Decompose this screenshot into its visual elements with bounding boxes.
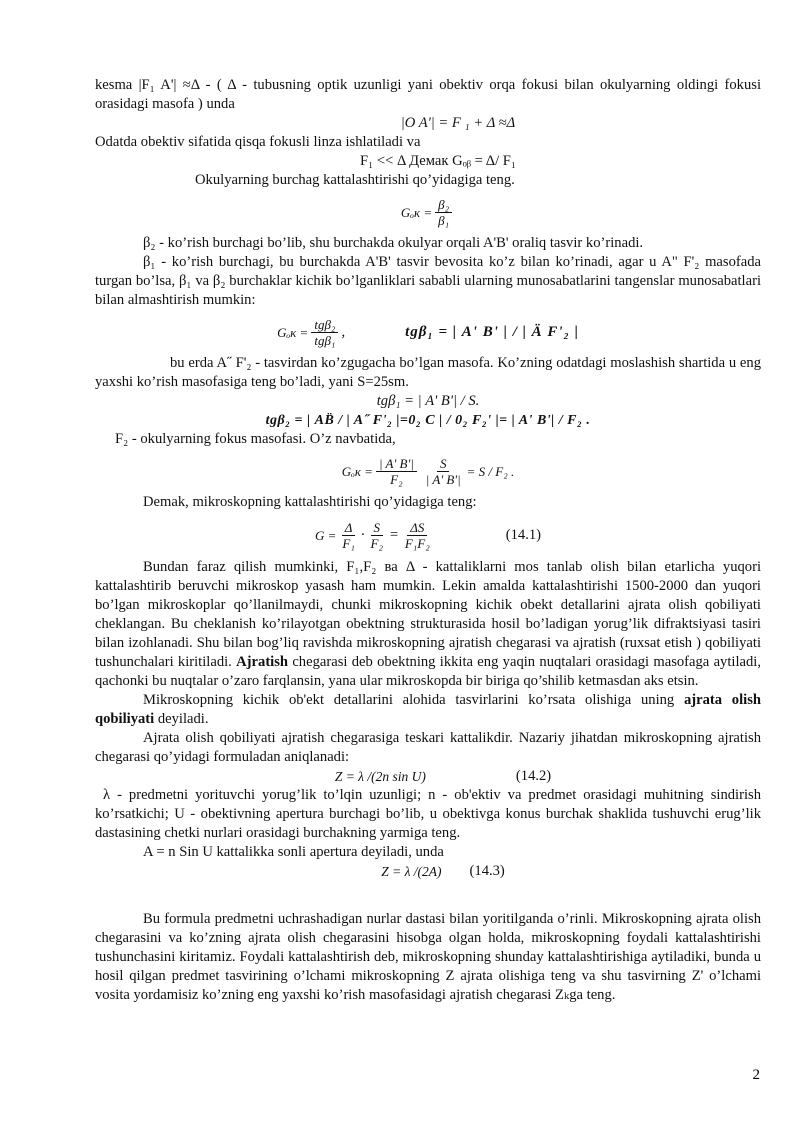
fraction — [311, 317, 338, 348]
paragraph-odatda: Odatda obektiv sifatida qisqa fokusli linza ishlatiladi va — [95, 134, 421, 150]
paragraph-beta2: β₂ - ko’rish burchagi bo’lib, shu burchakda okulyar orqali A'B' oraliq tasvir ko’rinadi. — [143, 235, 644, 251]
fraction-denominator: F₂ — [370, 535, 383, 551]
fraction-denominator: β₁ — [438, 212, 450, 228]
fraction-denominator: F₁F₂ — [404, 535, 430, 551]
fraction — [423, 456, 464, 487]
fraction — [368, 520, 386, 551]
spacer — [95, 881, 761, 910]
fraction-numerator: S — [371, 520, 384, 536]
paragraph-text: chegarasi deb obektning ikkita eng yaqin nuqtalari orasidagi masofaga aytiladi, qachonki bu nuqtalar o’zaro farqlansin, yana ular mikroskopda bir biriga qo’shilib ketmasdan aks etsin. — [95, 654, 761, 689]
formula-lhs: Gₒк = — [400, 204, 433, 220]
formula-lhs: Gₒк = — [277, 324, 309, 340]
paragraph-bu-formula: Bu formula predmetni uchrashadigan nurlar dastasi bilan yoritilganda o’rinli. Mikroskopning ajrata olish chegarasini va ko’zning ajrata olish chegarasini hisobga olgan holda, mikroskopning foydali kattalashtirishi tushunchasini kiritamiz. Foydali kattalashtirish deb, mikroskopning shunday kattalashtirishiga aytiladiki, bunda u hosil qilgan predmet tasvirining o’lchami mikroskopning Z ajrata olishiga teng va shu tasvirning Z' o’lchami vosita yordamisiz ko’zning eng yaxshi ko’rish masofasidagi ajratish chegarasi Zₖga teng. — [95, 911, 761, 1003]
fraction-denominator: F₁ — [342, 535, 355, 551]
formula-14-3 — [95, 862, 761, 881]
formula-lhs: Gₒк = — [341, 463, 373, 479]
paragraph-text: Mikroskopning kichik ob'ekt detallarini alohida tasvirlarini ko’rsata olishiga uning — [143, 692, 684, 708]
formula-expression: Z = λ /(2n sin U) — [334, 769, 426, 784]
paragraph-apertura: A = n Sin U kattalikka sonli apertura deyiladi, unda — [143, 844, 444, 860]
fraction-numerator: ΔS — [407, 520, 427, 536]
paragraph-mikroskopning-kichik — [95, 691, 761, 729]
formula-expression: Z = λ /(2A) — [381, 864, 442, 879]
formula-equals: = — [388, 526, 399, 543]
equation-number: (14.2) — [515, 768, 552, 784]
term-ajrata-olish-qobiliyati: ajrata olish qobiliyati — [95, 692, 761, 727]
fraction — [376, 456, 417, 487]
formula-rhs: tgβ₁ = | A' B' | / | Ä F'₂ | — [405, 323, 579, 340]
paragraph-text: deyiladi. — [154, 711, 209, 727]
formula-oa: |O A'| = F ₁ + Δ ≈Δ — [400, 115, 516, 131]
fraction-numerator: β₂ — [435, 197, 452, 213]
formula-gok-beta — [95, 190, 761, 234]
fraction-numerator: tgβ₂ — [311, 317, 338, 333]
document-page — [95, 76, 761, 1005]
fraction-numerator: Δ — [342, 520, 356, 536]
fraction — [339, 520, 357, 551]
fraction — [402, 520, 433, 551]
paragraph-kesma: kesma |F₁ A'| ≈Δ - ( Δ - tubusning optik uzunligi yani obektiv orqa fokusi bilan okulyarning oldingi fokusi orasidagi masofa ) unda — [95, 77, 761, 112]
paragraph-bundan — [95, 558, 761, 691]
formula-gok-tg — [95, 310, 761, 354]
fraction-numerator: S — [437, 456, 450, 472]
formula-14-1 — [95, 512, 761, 558]
paragraph-text: Bundan faraz qilish mumkinki, F₁,F₂ ва Δ - kattaliklarni mos tanlab olish bilan etarlicha yuqori kattalashtirib beruvchi mikroskop yasash ham mumkin. Lekin amalda kattalashtirishi 1500-2000 dan yuqori bo’lgan mikroskoplar qo’llanilmaydi, chunki mikroskopning kichik obekt detallarini ajrata olish qobiliyati cheklangan. Bu cheklanish ko’rilayotgan obektning strukturasida hosil bo’ladigan yorug’lik difraktsiyasi tasiri bilan izohlanadi. Shu bilan bog’liq ravishda mikroskopning ajratish chegarasi va ajratish (ruxsat etish ) qobiliyati tushunchalari kiritiladi. — [95, 559, 761, 670]
formula-lhs: G = — [314, 527, 337, 543]
fraction-denominator: tgβ₁ — [314, 332, 336, 348]
formula-gok-s — [95, 449, 761, 493]
paragraph-beta1: β₁ - ko’rish burchagi, bu burchakda A'B' tasvir bevosita ko’z bilan ko’rinadi, agar u A" F'₂ masofada turgan bo’lsa, β₁ va β₂ burchaklar kichik bo’lganliklari sababli ularning munosabatlarini tangenslar munosabatlari bilan almashtirish mumkin: — [95, 254, 761, 308]
paragraph-demak: Demak, mikroskopning kattalashtirishi qo’yidagiga teng: — [143, 494, 477, 510]
fraction-denominator: | A' B'| — [425, 471, 461, 487]
fraction-denominator: F₂ — [390, 471, 403, 487]
page-number: 2 — [752, 1067, 760, 1083]
paragraph-ajrata-olish: Ajrata olish qobiliyati ajratish chegarasiga teskari kattalikdir. Nazariy jihatdan mikroskopning ajratish chegarasi qo’yidagi formuladan aniqlanadi: — [95, 730, 761, 765]
fraction — [435, 197, 452, 228]
paragraph-bu-erda: bu erda A˝ F'₂ - tasvirdan ko’zgugacha bo’lgan masofa. Ko’zning odatdagi moslashish shartida u eng yaxshi ko’rish masofasiga teng bo’ladi, yani S=25sm. — [95, 355, 761, 390]
paragraph-okulyar-burchak: Okulyarning burchag kattalashtirishi qo’yidagiga teng. — [195, 172, 515, 188]
fraction-numerator: | A' B'| — [376, 456, 417, 472]
paragraph-f2: F₂ - okulyarning fokus masofasi. O’z navbatida, — [115, 431, 396, 447]
equation-number: (14.1) — [505, 526, 542, 543]
formula-14-2 — [95, 767, 761, 786]
formula-rhs: = S / F₂ . — [466, 463, 515, 479]
equation-number: (14.3) — [469, 863, 505, 879]
formula-tg-beta2: tgβ₂ = | AB̈ / | A˝ F'₂ |=0₂ C | / 0₂ F₂' |= | A' B'| / F₂ . — [265, 413, 591, 428]
formula-dot: · — [360, 526, 365, 543]
formula-tg-beta1: tgβ₁ = | A' B'| / S. — [376, 393, 480, 409]
term-ajratish: Ajratish — [236, 654, 289, 670]
formula-separator: , — [341, 323, 346, 340]
paragraph-lambda: λ - predmetni yorituvchi yorug’lik to’lqin uzunligi; n - ob'ektiv va predmet orasidagi muhitning sindirish ko’rsatkichi; U - obektivning apertura burchagi bo’lib, u obektivga konus burchak shaklida tushuvchi erug’lik dastasining chetki nurlari orasidagi burchakning yarmiga teng. — [95, 787, 761, 841]
formula-f1-delta: F₁ << Δ Демак Gₒᵦ = Δ/ F₁ — [359, 153, 517, 169]
